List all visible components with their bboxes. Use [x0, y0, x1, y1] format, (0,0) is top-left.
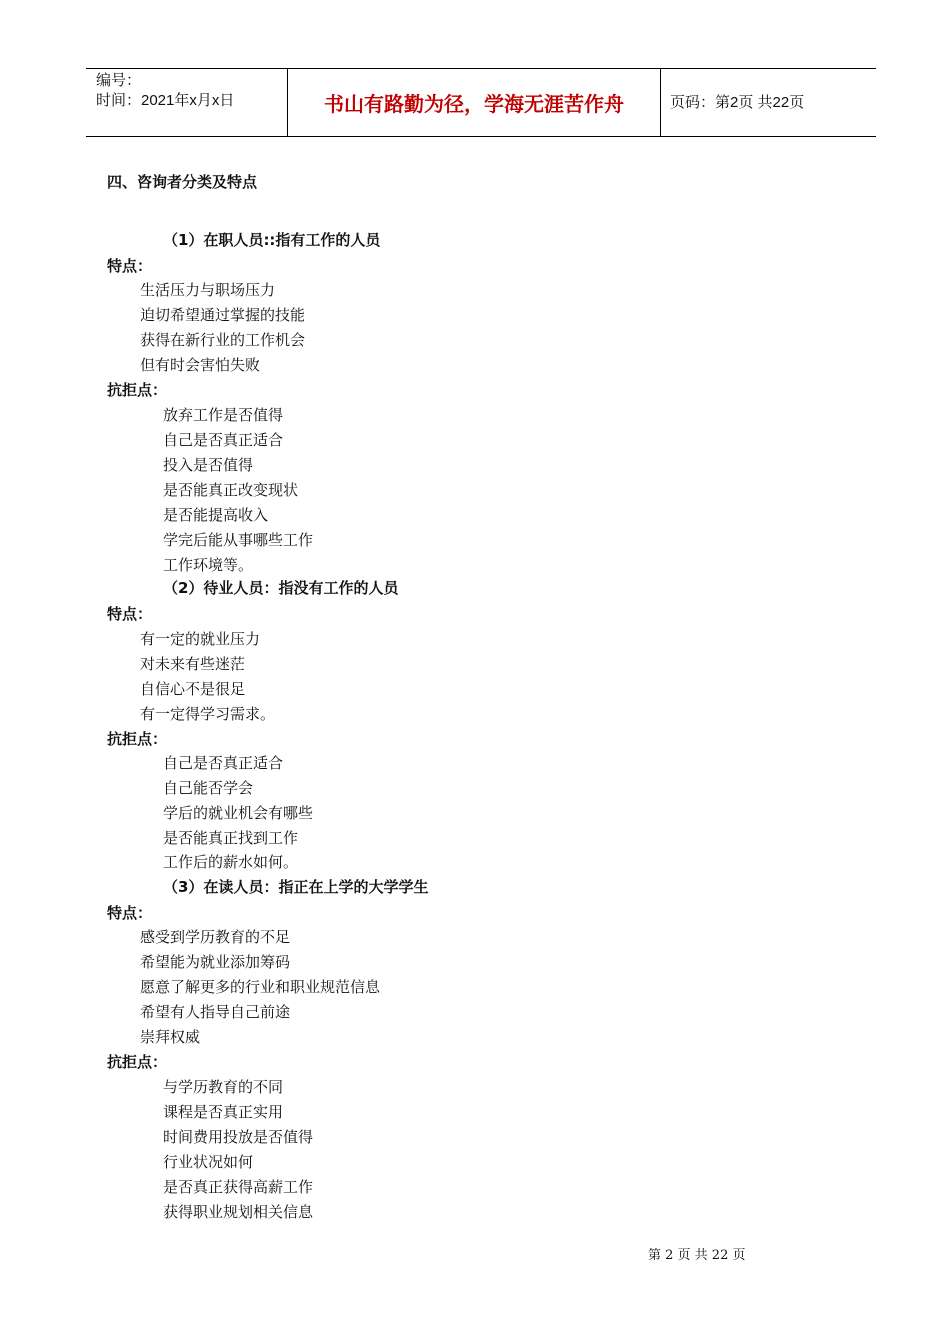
feature-item: 获得在新行业的工作机会 — [140, 331, 306, 349]
feature-item: 对未来有些迷茫 — [140, 655, 246, 673]
objection-item: 是否能提高收入 — [163, 506, 269, 524]
objection-item: 学后的就业机会有哪些 — [163, 804, 314, 822]
objection-item: 放弃工作是否值得 — [163, 406, 284, 424]
objection-item: 获得职业规划相关信息 — [163, 1203, 314, 1221]
features-label: 特点： — [107, 257, 153, 275]
category-heading: （3）在读人员：指正在上学的大学学生 — [163, 878, 429, 896]
objection-item: 工作后的薪水如何。 — [163, 853, 299, 871]
feature-item: 有一定得学习需求。 — [140, 705, 276, 723]
feature-item: 希望有人指导自己前途 — [140, 1003, 291, 1021]
objection-item: 自己是否真正适合 — [163, 431, 284, 449]
category-heading: （1）在职人员::指有工作的人员 — [163, 231, 381, 249]
objection-item: 与学历教育的不同 — [163, 1078, 284, 1096]
objections-label: 抗拒点： — [107, 1053, 168, 1071]
page-header — [86, 68, 876, 137]
category-heading: （2）待业人员：指没有工作的人员 — [163, 579, 399, 597]
objection-item: 自己能否学会 — [163, 779, 254, 797]
objections-label: 抗拒点： — [107, 381, 168, 399]
header-motto: 书山有路勤为径，学海无涯苦作舟 — [324, 92, 624, 116]
objection-item: 自己是否真正适合 — [163, 754, 284, 772]
objection-item: 课程是否真正实用 — [163, 1103, 284, 1121]
feature-item: 自信心不是很足 — [140, 680, 246, 698]
features-label: 特点： — [107, 904, 153, 922]
feature-item: 感受到学历教育的不足 — [140, 928, 291, 946]
feature-item: 有一定的就业压力 — [140, 630, 261, 648]
feature-item: 希望能为就业添加筹码 — [140, 953, 291, 971]
feature-item: 崇拜权威 — [140, 1028, 201, 1046]
section-title: 四、咨询者分类及特点 — [107, 173, 258, 191]
feature-item: 但有时会害怕失败 — [140, 356, 261, 374]
header-page-number: 页码：第2页 共22页 — [670, 94, 805, 111]
feature-item: 迫切希望通过掌握的技能 — [140, 306, 306, 324]
header-divider-right — [660, 69, 661, 136]
objection-item: 是否能真正找到工作 — [163, 829, 299, 847]
objection-item: 投入是否值得 — [163, 456, 254, 474]
feature-item: 愿意了解更多的行业和职业规范信息 — [140, 978, 381, 996]
objection-item: 是否能真正改变现状 — [163, 481, 299, 499]
objection-item: 时间费用投放是否值得 — [163, 1128, 314, 1146]
features-label: 特点： — [107, 605, 153, 623]
document-number-label: 编号： — [96, 72, 142, 89]
document-date: 时间：2021年x月x日 — [96, 92, 235, 109]
objection-item: 工作环境等。 — [163, 556, 254, 574]
feature-item: 生活压力与职场压力 — [140, 281, 276, 299]
objections-label: 抗拒点： — [107, 730, 168, 748]
objection-item: 行业状况如何 — [163, 1153, 254, 1171]
objection-item: 是否真正获得高薪工作 — [163, 1178, 314, 1196]
objection-item: 学完后能从事哪些工作 — [163, 531, 314, 549]
page-footer: 第 2 页 共 22 页 — [648, 1248, 746, 1263]
